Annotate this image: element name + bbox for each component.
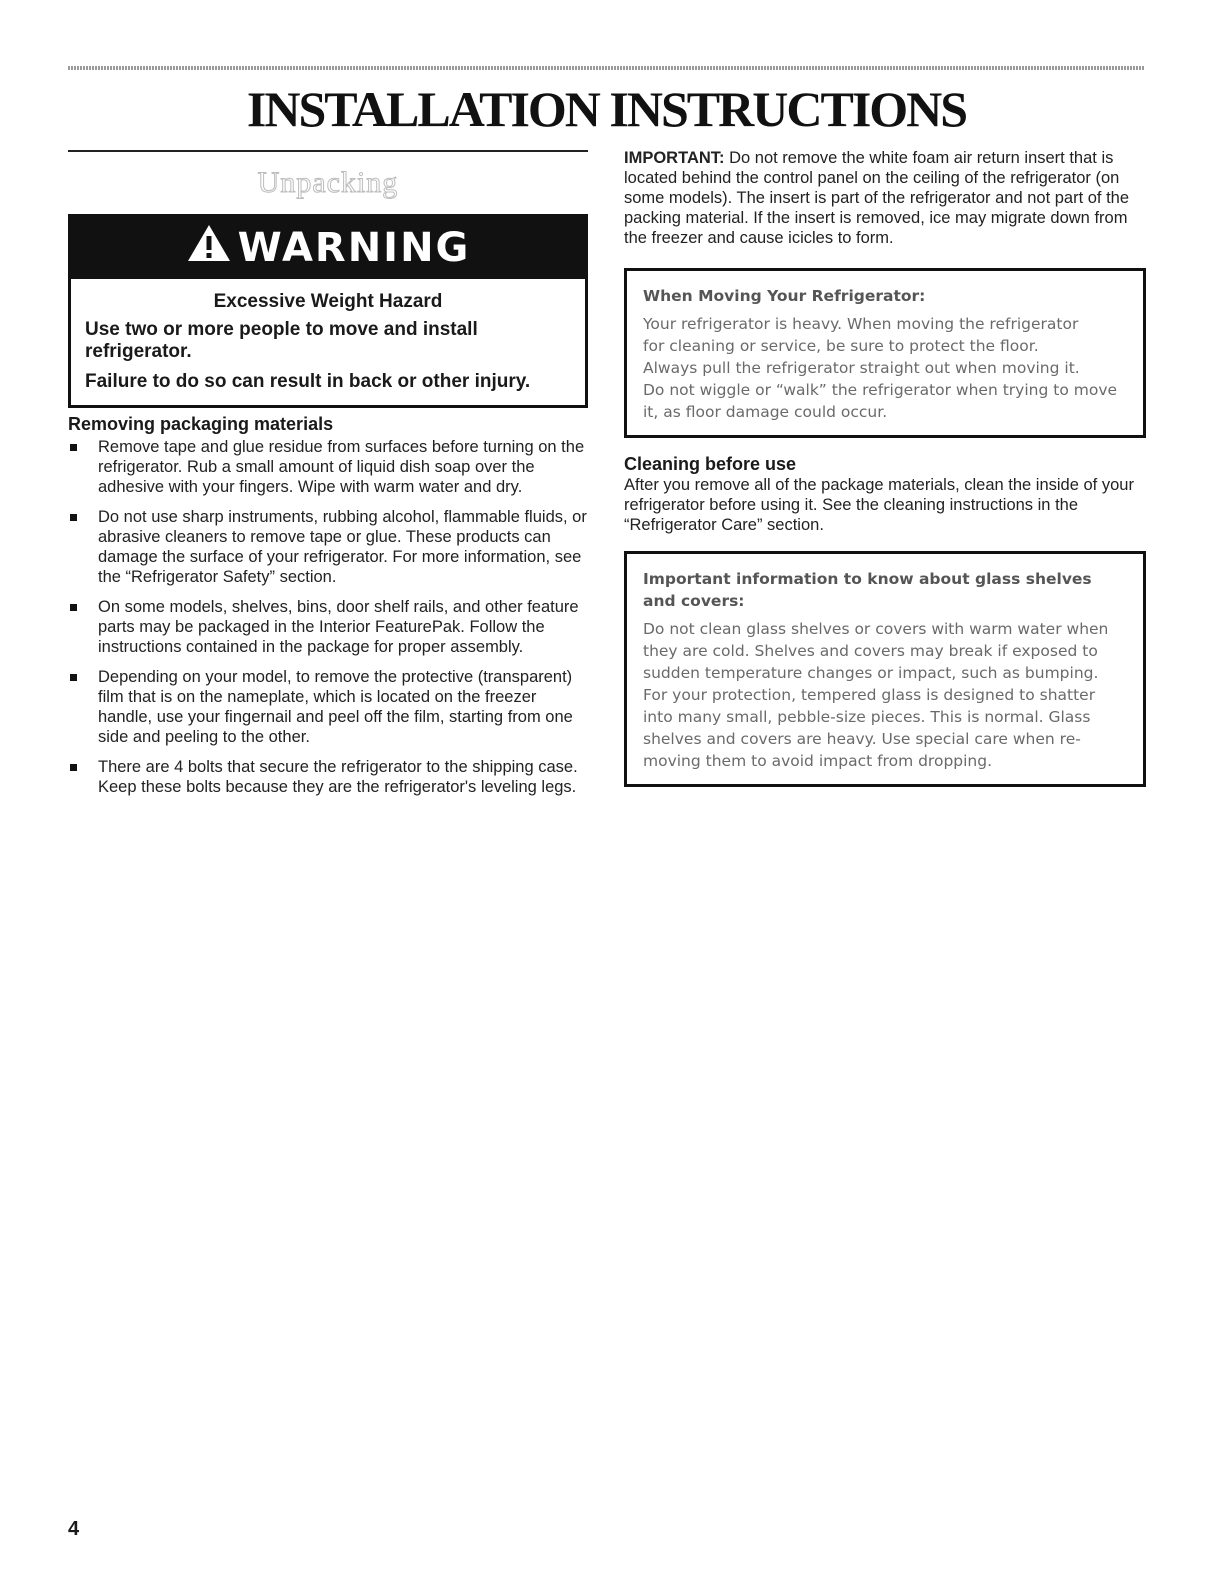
list-item-text: Do not use sharp instruments, rubbing alcohol, flammable fluids, or abrasive cleaners to remove tape or glue. These products can damage the surface of your refrigerator. For more information, see the “Refrigerator Safety” section.	[98, 508, 587, 586]
important-text: Do not remove the white foam air return insert that is located behind the control panel on the ceiling of the refrigerator (on some models). The insert is part of the refrigerator and not part of the packing material. If the insert is removed, ice may migrate down from the freezer and cause icicles to form.	[624, 149, 1130, 247]
list-item-text: Depending on your model, to remove the protective (transparent) film that is on the nameplate, which is located on the freezer handle, use your fingernail and peel off the film, starting from one side and peeling to the other.	[98, 668, 573, 746]
glass-box-title-line: and covers:	[643, 592, 745, 610]
glass-shelves-box	[624, 551, 1146, 787]
moving-refrigerator-box	[624, 268, 1146, 438]
glass-box-title	[643, 568, 1127, 612]
bullet-icon	[70, 444, 77, 451]
left-column	[68, 150, 588, 807]
hazard-title: Excessive Weight Hazard	[213, 291, 443, 312]
glass-box-line: they are cold. Shelves and covers may break if exposed to	[643, 642, 1098, 660]
bullet-icon	[70, 674, 77, 681]
list-item	[68, 597, 588, 657]
list-item	[68, 667, 588, 747]
glass-box-line: Do not clean glass shelves or covers with warm water when	[643, 620, 1109, 638]
glass-box-line: For your protection, tempered glass is designed to shatter	[643, 686, 1096, 704]
warning-label: WARNING	[237, 225, 471, 271]
cleaning-text: After you remove all of the package materials, clean the inside of your refrigerator before using it. See the cleaning instructions in the “Refrigerator Care” section.	[624, 476, 1134, 534]
removing-packaging-list	[68, 437, 588, 797]
important-paragraph	[624, 148, 1146, 248]
cleaning-heading: Cleaning before use	[624, 454, 797, 474]
moving-box-line: Do not wiggle or “walk” the refrigerator when trying to move	[643, 381, 1118, 399]
moving-box-title: When Moving Your Refrigerator:	[643, 287, 926, 305]
glass-box-title-line: Important information to know about glass shelves	[643, 570, 1092, 588]
page-number: 4	[68, 1518, 80, 1540]
moving-box-line: for cleaning or service, be sure to protect the floor.	[643, 337, 1039, 355]
list-item	[68, 507, 588, 587]
list-item-text: On some models, shelves, bins, door shelf rails, and other feature parts may be packaged in the Interior FeaturePak. Follow the instructions contained in the package for proper assembly.	[98, 598, 579, 656]
removing-packaging-heading: Removing packaging materials	[68, 414, 334, 434]
warning-triangle-icon	[186, 223, 232, 273]
list-item	[68, 757, 588, 797]
list-item-text: Remove tape and glue residue from surfaces before turning on the refrigerator. Rub a small amount of liquid dish soap over the adhesive with your fingers. Wipe with warm water and dry.	[98, 438, 585, 496]
bullet-icon	[70, 604, 77, 611]
top-dotted-rule	[68, 66, 1145, 70]
warning-line: Failure to do so can result in back or other injury.	[85, 371, 531, 392]
glass-box-line: moving them to avoid impact from dropping.	[643, 752, 993, 770]
warning-body	[71, 279, 585, 405]
unpacking-heading: Unpacking	[257, 166, 399, 199]
glass-box-line: into many small, pebble-size pieces. This is normal. Glass	[643, 708, 1091, 726]
bullet-icon	[70, 514, 77, 521]
right-column	[624, 148, 1146, 787]
warning-header	[71, 217, 585, 279]
moving-box-line: Your refrigerator is heavy. When moving the refrigerator	[643, 315, 1079, 333]
warning-box	[68, 214, 588, 408]
moving-box-line: it, as floor damage could occur.	[643, 403, 888, 421]
glass-box-line: shelves and covers are heavy. Use special care when re-	[643, 730, 1081, 748]
page-title: INSTALLATION INSTRUCTIONS	[246, 81, 967, 137]
important-label: IMPORTANT:	[624, 149, 725, 167]
moving-box-line: Always pull the refrigerator straight out when moving it.	[643, 359, 1080, 377]
bullet-icon	[70, 764, 77, 771]
section-rule	[68, 150, 588, 152]
list-item-text: There are 4 bolts that secure the refrigerator to the shipping case. Keep these bolts because they are the refrigerator's leveling legs.	[98, 758, 578, 796]
warning-line: Use two or more people to move and install refrigerator.	[85, 319, 478, 362]
glass-box-line: sudden temperature changes or impact, such as bumping.	[643, 664, 1099, 682]
list-item	[68, 437, 588, 497]
